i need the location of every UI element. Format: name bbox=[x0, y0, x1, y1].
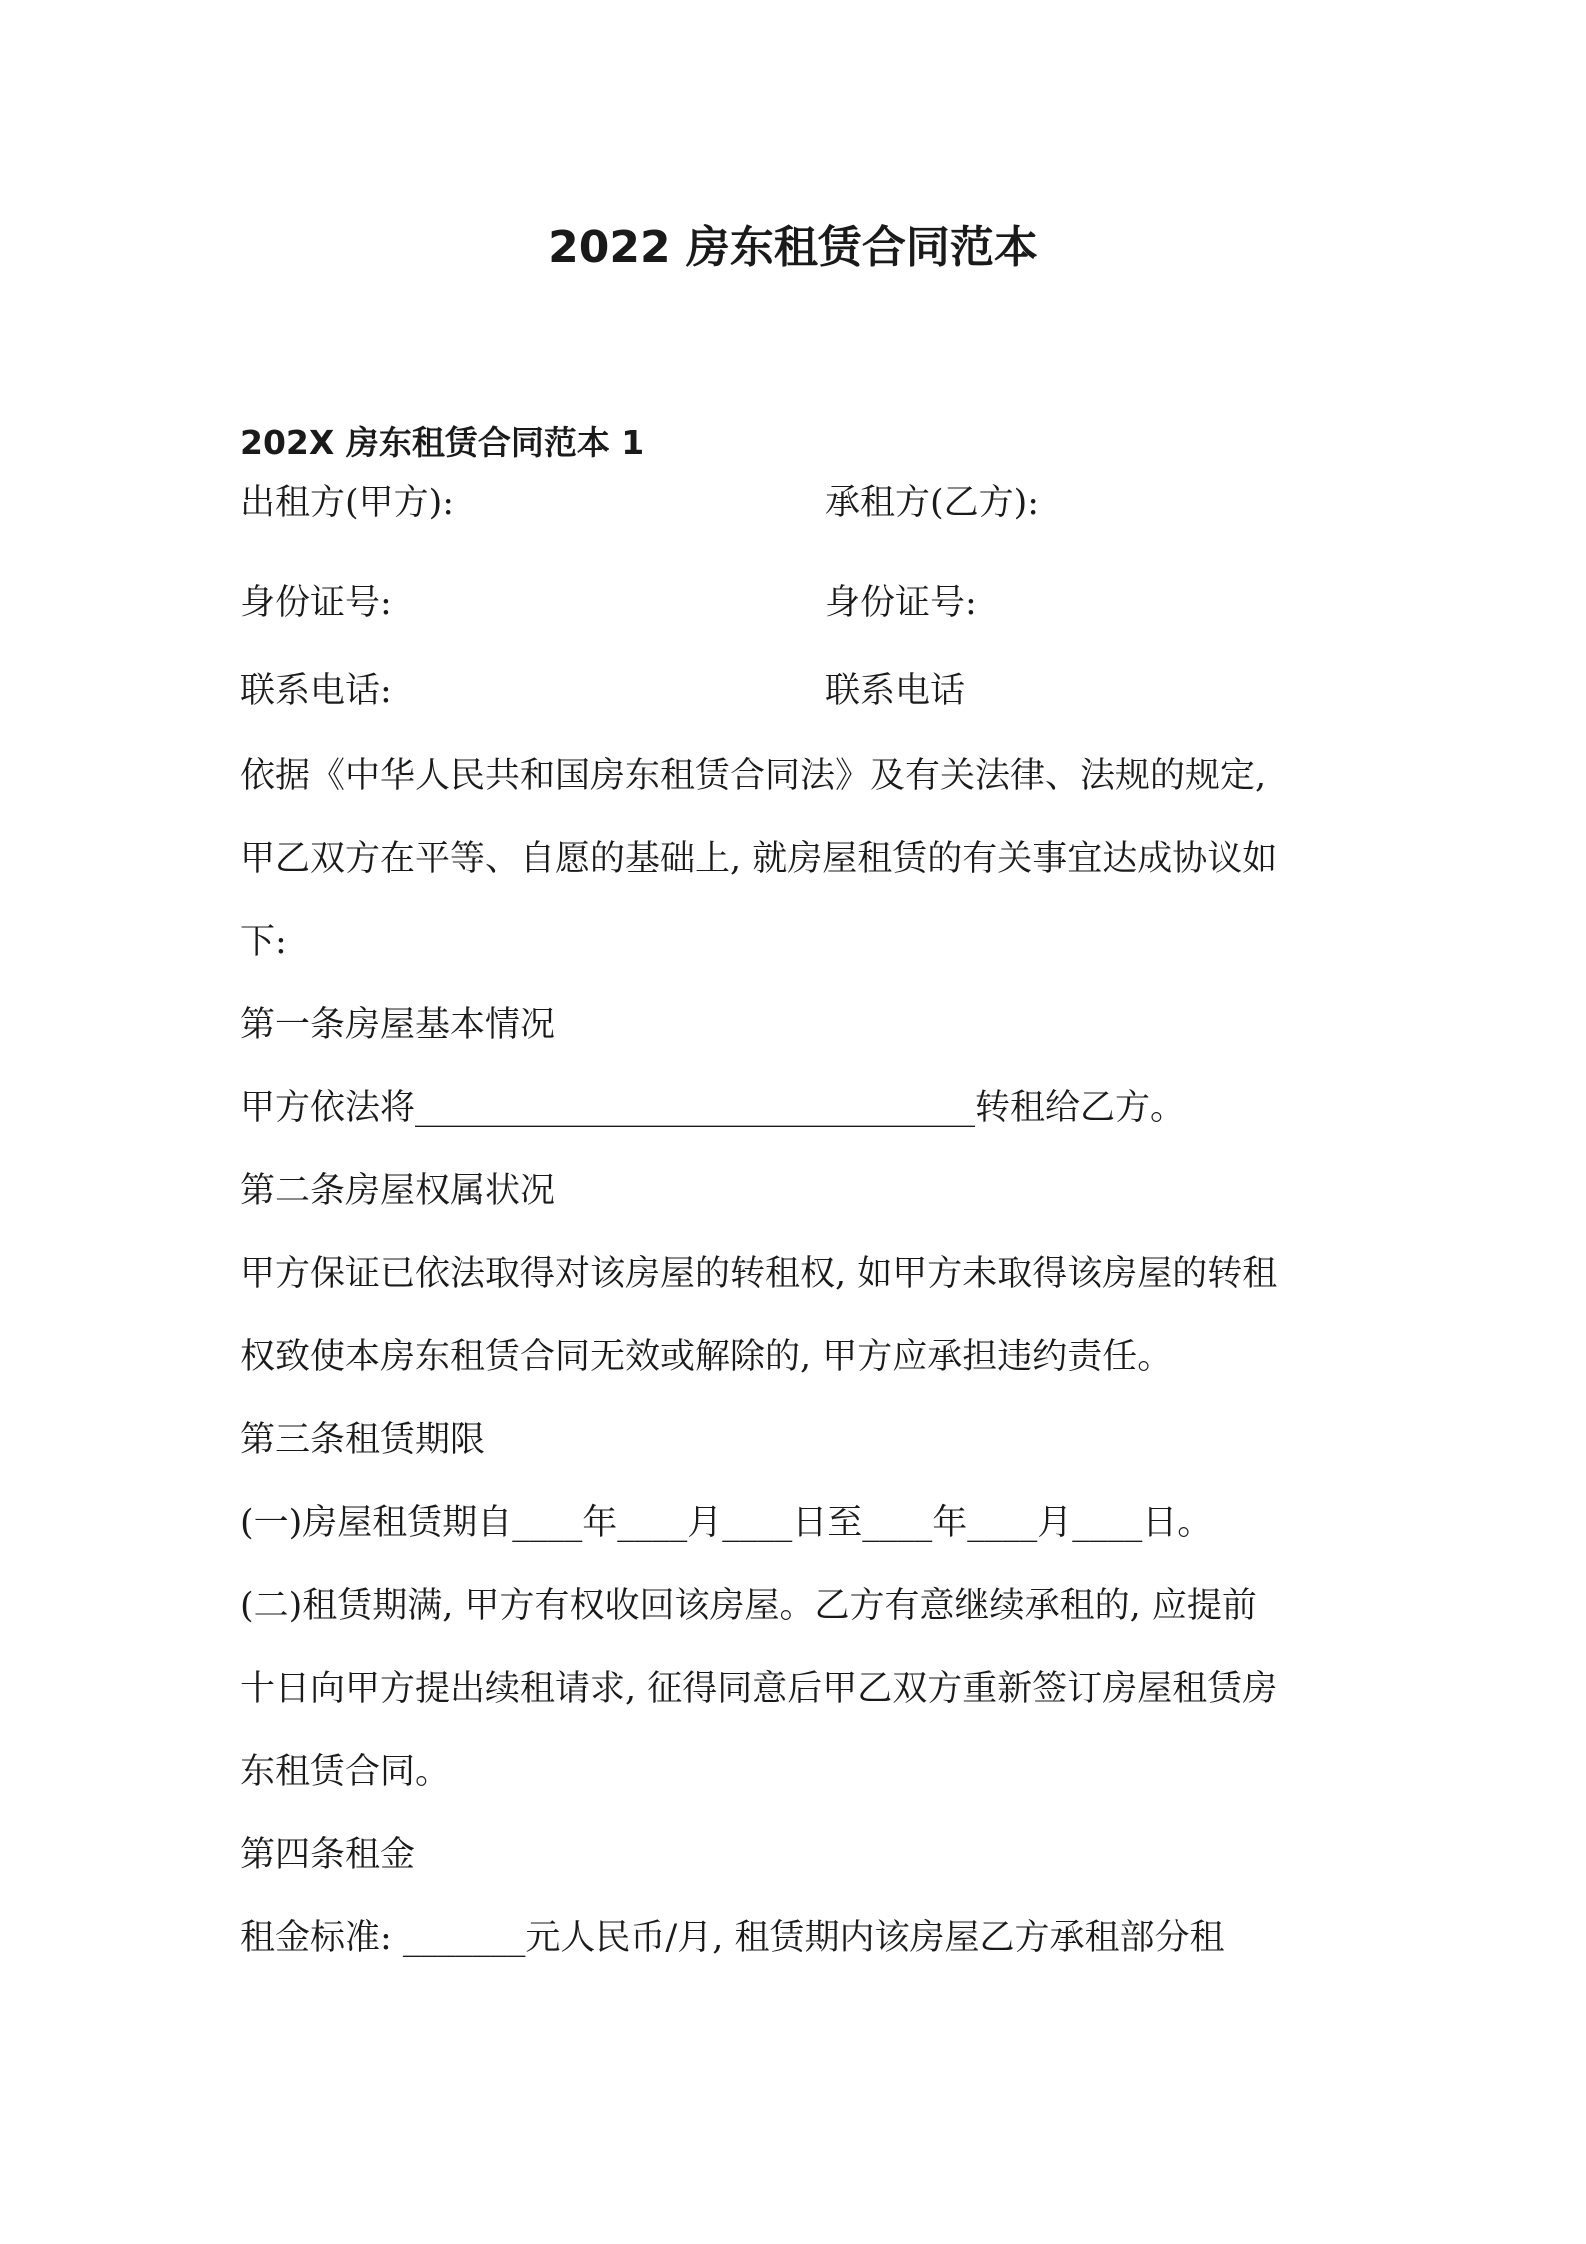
lessee-phone-label: 联系电话 bbox=[825, 671, 966, 711]
lessee-id-label: 身份证号: bbox=[825, 583, 977, 623]
article-1-text: 甲方依法将________________________________转租给乙方。 bbox=[240, 1088, 1186, 1128]
article-2-text-line-1: 甲方保证已依法取得对该房屋的转租权, 如甲方未取得该房屋的转租 bbox=[240, 1254, 1278, 1294]
lessor-label: 出租方(甲方): bbox=[240, 483, 455, 523]
contract-subtitle: 202X 房东租赁合同范本 1 bbox=[240, 423, 645, 462]
article-1-heading: 第一条房屋基本情况 bbox=[240, 1005, 556, 1045]
preamble-line-2: 甲乙双方在平等、自愿的基础上, 就房屋租赁的有关事宜达成协议如 bbox=[240, 839, 1278, 879]
preamble-line-3: 下: bbox=[240, 922, 287, 962]
article-3-item-2-line-1: (二)租赁期满, 甲方有权收回该房屋。乙方有意继续承租的, 应提前 bbox=[240, 1586, 1257, 1626]
article-2-text-line-2: 权致使本房东租赁合同无效或解除的, 甲方应承担违约责任。 bbox=[240, 1337, 1173, 1377]
article-4-text: 租金标准: _______元人民币/月, 租赁期内该房屋乙方承租部分租 bbox=[240, 1918, 1225, 1958]
article-4-heading: 第四条租金 bbox=[240, 1835, 416, 1875]
article-2-heading: 第二条房屋权属状况 bbox=[240, 1171, 556, 1211]
lessor-id-label: 身份证号: bbox=[240, 583, 392, 623]
lessor-phone-label: 联系电话: bbox=[240, 671, 392, 711]
preamble-line-1: 依据《中华人民共和国房东租赁合同法》及有关法律、法规的规定, bbox=[240, 756, 1267, 796]
article-3-heading: 第三条租赁期限 bbox=[240, 1420, 486, 1460]
document-title: 2022 房东租赁合同范本 bbox=[548, 222, 1038, 273]
article-3-item-1: (一)房屋租赁期自____年____月____日至____年____月____日。 bbox=[240, 1503, 1213, 1543]
article-3-item-2-line-2: 十日向甲方提出续租请求, 征得同意后甲乙双方重新签订房屋租赁房 bbox=[240, 1669, 1278, 1709]
article-3-item-2-line-3: 东租赁合同。 bbox=[240, 1752, 451, 1792]
lessee-label: 承租方(乙方): bbox=[825, 483, 1040, 523]
